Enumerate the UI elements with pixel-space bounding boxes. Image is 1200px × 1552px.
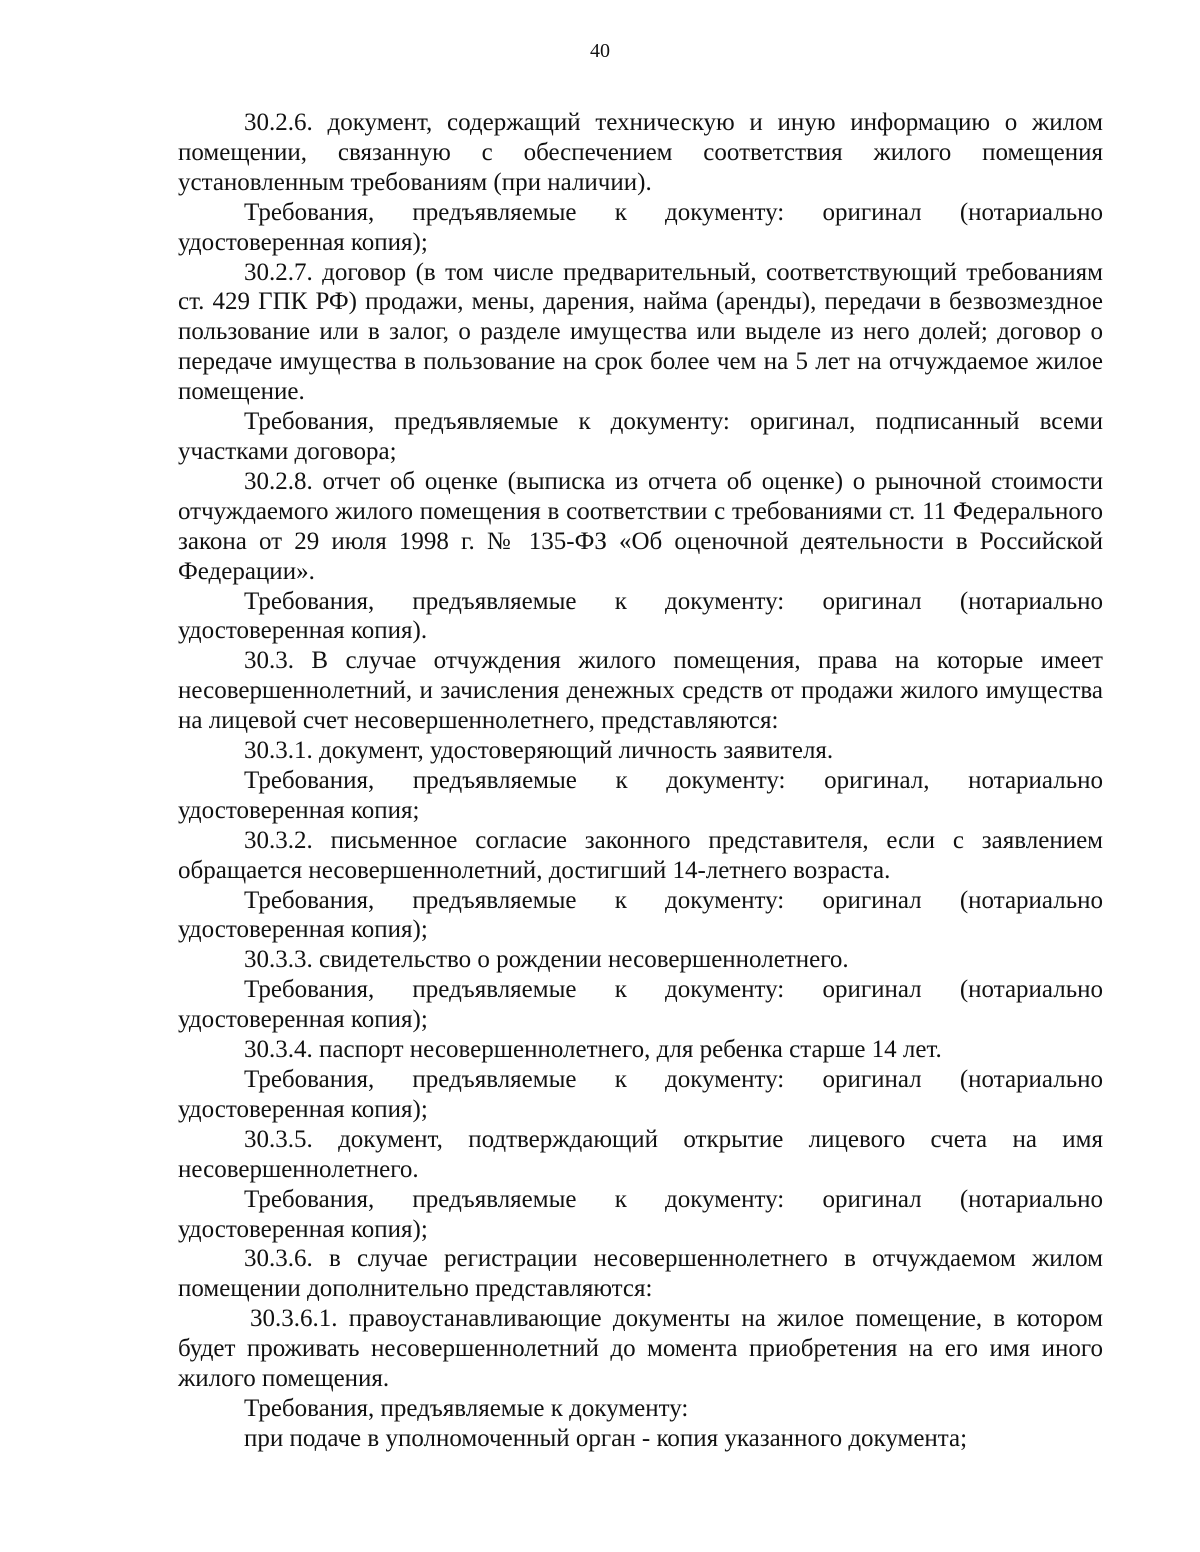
requirement-30-2-6: Требования, предъявляемые к документу: оригинал (нотариально удостоверенная копия); [178, 198, 1103, 256]
clause-30-3-6: 30.3.6. в случае регистрации несовершеннолетнего в отчуждаемом жилом помещении дополнительно представляются: [178, 1245, 1103, 1303]
requirement-30-3-2: Требования, предъявляемые к документу: оригинал (нотариально удостоверенная копия); [178, 886, 1103, 944]
clause-30-2-6: 30.2.6. документ, содержащий техническую и иную информацию о жилом помещении, связанную с обеспечением соответствия жилого помещения установленным требованиям (при наличии). [178, 109, 1103, 196]
clause-30-3-1: 30.3.1. документ, удостоверяющий личность заявителя. [244, 737, 834, 765]
requirement-30-3-5: Требования, предъявляемые к документу: оригинал (нотариально удостоверенная копия); [178, 1185, 1103, 1243]
requirement-30-3-4: Требования, предъявляемые к документу: оригинал (нотариально удостоверенная копия); [178, 1066, 1103, 1123]
clause-30-2-8: 30.2.8. отчет об оценке (выписка из отчета об оценке) о рыночной стоимости отчуждаемого жилого помещения в соответствии с требованиями ст. 11 Федерального закона от 29 июля 1998 г. № 135-ФЗ «Об оценочной деятельности в Российской Федерации». [178, 467, 1103, 585]
page-number: 40 [590, 40, 610, 62]
clause-30-3-2: 30.3.2. письменное согласие законного представителя, если с заявлением обращается несовершеннолетний, достигший 14-летнего возраста. [178, 826, 1103, 884]
submission-note: при подаче в уполномоченный орган - копия указанного документа; [244, 1424, 968, 1452]
clause-30-3-4: 30.3.4. паспорт несовершеннолетнего, для ребенка старше 14 лет. [244, 1036, 942, 1064]
requirement-30-2-8: Требования, предъявляемые к документу: оригинал (нотариально удостоверенная копия). [178, 587, 1103, 645]
clause-30-3-3: 30.3.3. свидетельство о рождении несовершеннолетнего. [244, 946, 849, 974]
clause-30-3: 30.3. В случае отчуждения жилого помещения, права на которые имеет несовершеннолетний, и зачисления денежных средств от продажи жилого имущества на лицевой счет несовершеннолетнего, представляются: [178, 647, 1103, 735]
clause-30-3-5: 30.3.5. документ, подтверждающий открытие лицевого счета на имя несовершеннолетнего. [178, 1125, 1103, 1183]
requirement-30-3-3: Требования, предъявляемые к документу: оригинал (нотариально удостоверенная копия); [178, 976, 1103, 1034]
clause-30-2-7: 30.2.7. договор (в том числе предварительный, соответствующий требованиям ст. 429 ГПК РФ) продажи, мены, дарения, найма (аренды), передачи в безвозмездное пользование или в залог, о разделе имущества или выделе из него долей; договор о передаче имущества в пользование на срок более чем на 5 лет на отчуждаемое жилое помещение. [178, 258, 1103, 406]
requirement-30-3-1: Требования, предъявляемые к документу: оригинал, нотариально удостоверенная копия; [178, 766, 1103, 824]
requirement-30-3-6-1: Требования, предъявляемые к документу: [244, 1394, 689, 1422]
requirement-30-2-7: Требования, предъявляемые к документу: оригинал, подписанный всеми участками договора; [178, 408, 1103, 465]
document-body [178, 108, 1103, 1454]
clause-30-3-6-1: 30.3.6.1. правоустанавливающие документы на жилое помещение, в котором будет проживать несовершеннолетний до момента приобретения на его имя иного жилого помещения. [178, 1305, 1103, 1393]
